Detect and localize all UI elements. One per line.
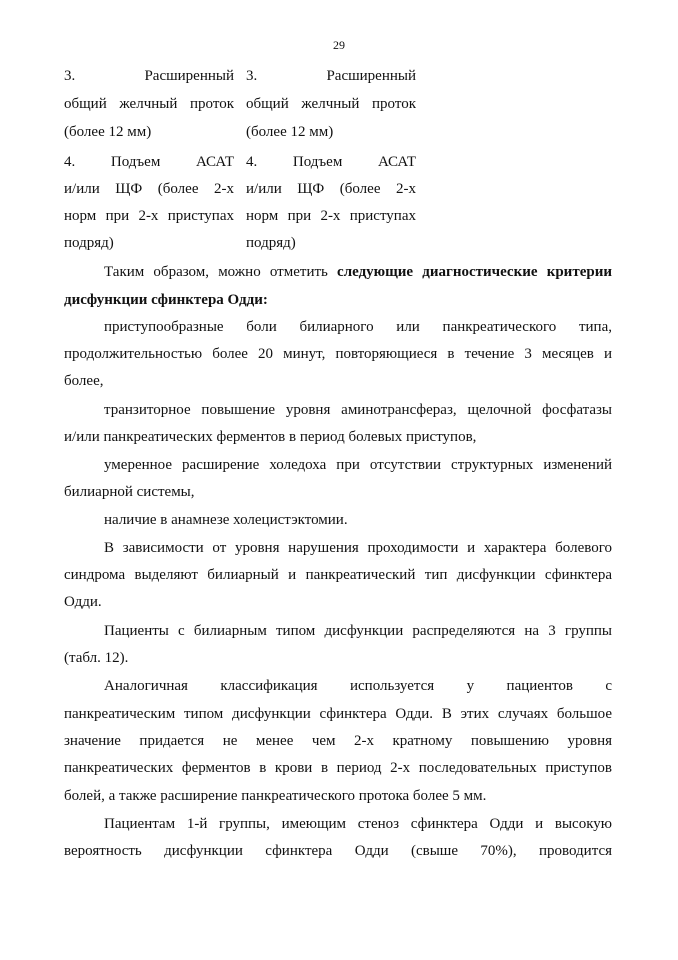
table-right-cell-line: (более 12 мм) bbox=[246, 124, 334, 140]
paragraph-line bbox=[104, 263, 612, 281]
paragraph-line: болей, а также расширение панкреатического протока более 5 мм. bbox=[64, 788, 487, 804]
table-right-cell-line: 3. Расширенный bbox=[246, 68, 416, 84]
paragraph-line: панкреатических ферментов в крови в период 2-х последовательных приступов bbox=[64, 760, 612, 776]
table-right-cell-line: норм при 2-х приступах bbox=[246, 208, 416, 224]
paragraph-line: продолжительностью более 20 минут, повторяющиеся в течение 3 месяцев и bbox=[64, 346, 612, 362]
table-left-cell-line: 4. Подъем АСАТ bbox=[64, 154, 234, 170]
paragraph-line: Аналогичная классификация используется у пациентов с bbox=[104, 678, 612, 694]
table-right-cell-line: подряд) bbox=[246, 235, 296, 251]
paragraph-line: вероятность дисфункции сфинктера Одди (свыше 70%), проводится bbox=[64, 843, 612, 859]
table-left-cell-line: и/или ЩФ (более 2-х bbox=[64, 181, 234, 197]
paragraph-line: более, bbox=[64, 373, 104, 389]
table-right-cell-line: общий желчный проток bbox=[246, 96, 416, 112]
paragraph-line: синдрома выделяют билиарный и панкреатический тип дисфункции сфинктера bbox=[64, 567, 612, 583]
paragraph-line: билиарной системы, bbox=[64, 484, 195, 500]
table-left-cell-line: (более 12 мм) bbox=[64, 124, 152, 140]
criteria-heading-bold: следующие диагностические критерии bbox=[337, 264, 612, 280]
table-right-cell-line: 4. Подъем АСАТ bbox=[246, 154, 416, 170]
paragraph-line: В зависимости от уровня нарушения проходимости и характера болевого bbox=[104, 540, 612, 556]
paragraph-line: значение придается не менее чем 2-х кратному повышению уровня bbox=[64, 733, 612, 749]
paragraph-line: и/или панкреатических ферментов в период болевых приступов, bbox=[64, 429, 477, 445]
table-left-cell-line: норм при 2-х приступах bbox=[64, 208, 234, 224]
paragraph-line: (табл. 12). bbox=[64, 650, 129, 666]
paragraph-line: наличие в анамнезе холецистэктомии. bbox=[104, 512, 348, 528]
paragraph-line: панкреатическим типом дисфункции сфинктера Одди. В этих случаях большое bbox=[64, 706, 612, 722]
paragraph-line bbox=[64, 291, 268, 309]
paragraph-line: Одди. bbox=[64, 594, 102, 610]
paragraph-line: транзиторное повышение уровня аминотрансфераз, щелочной фосфатазы bbox=[104, 402, 612, 418]
page-number: 29 bbox=[333, 38, 345, 52]
paragraph-line: Пациентам 1-й группы, имеющим стеноз сфинктера Одди и высокую bbox=[104, 816, 612, 832]
table-left-cell-line: подряд) bbox=[64, 235, 114, 251]
table-left-cell-line: общий желчный проток bbox=[64, 96, 234, 112]
paragraph-line: умеренное расширение холедоха при отсутствии структурных изменений bbox=[104, 457, 612, 473]
criteria-heading-bold: дисфункции сфинктера Одди: bbox=[64, 292, 268, 308]
table-right-cell-line: и/или ЩФ (более 2-х bbox=[246, 181, 416, 197]
table-left-cell-line: 3. Расширенный bbox=[64, 68, 234, 84]
paragraph-line: приступообразные боли билиарного или панкреатического типа, bbox=[104, 319, 612, 335]
paragraph-line: Пациенты с билиарным типом дисфункции распределяются на 3 группы bbox=[104, 623, 612, 639]
intro-text: Таким образом, можно отметить bbox=[104, 264, 338, 280]
